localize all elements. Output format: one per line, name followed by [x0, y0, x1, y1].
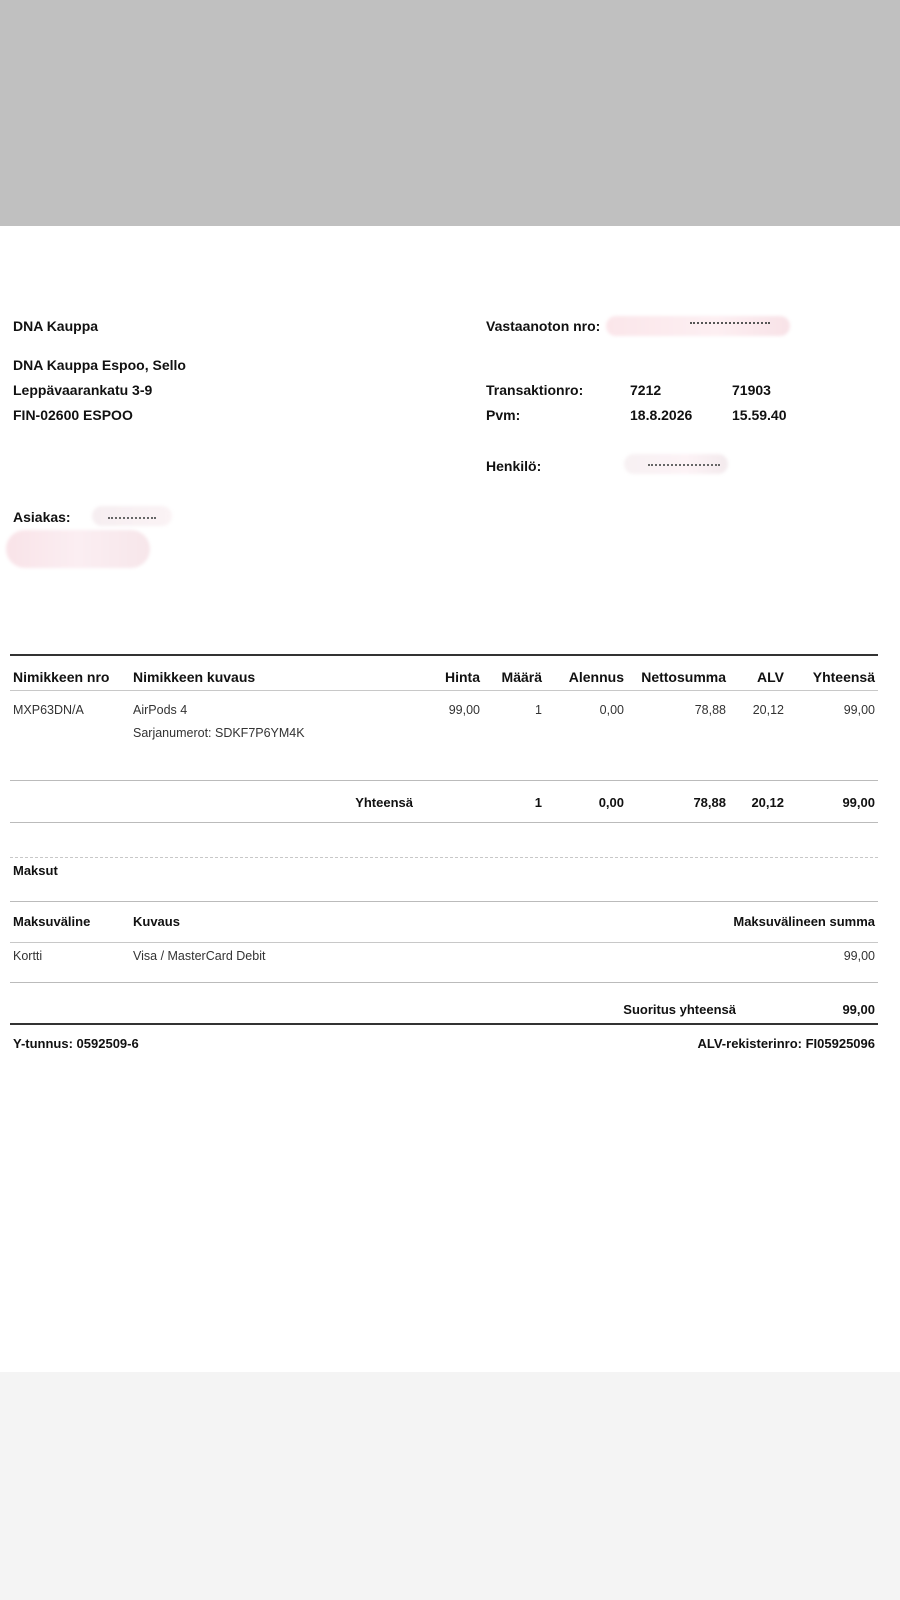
item-serial-number: Sarjanumerot: SDKF7P6YM4K — [133, 726, 305, 740]
redacted-receipt-number — [606, 316, 790, 336]
item-net-sum: 78,88 — [694, 703, 726, 717]
payments-divider — [10, 857, 878, 858]
business-id: Y-tunnus: 0592509-6 — [13, 1036, 139, 1051]
totals-total: 99,00 — [842, 795, 875, 810]
header-quantity: Määrä — [501, 669, 542, 685]
payments-header-rule — [10, 942, 878, 943]
payments-header-method: Maksuväline — [13, 914, 91, 929]
vat-registration: ALV-rekisterinro: FI05925096 — [697, 1036, 875, 1051]
date-label: Pvm: — [486, 407, 521, 423]
store-name: DNA Kauppa — [13, 318, 99, 334]
item-price: 99,00 — [448, 703, 480, 717]
header-discount: Alennus — [568, 669, 624, 685]
payments-top-rule — [10, 901, 878, 902]
payment-amount: 99,00 — [843, 949, 875, 963]
header-item-number: Nimikkeen nro — [13, 669, 110, 685]
store-branch: DNA Kauppa Espoo, Sello — [13, 357, 186, 373]
redacted-customer-name — [6, 530, 150, 568]
redaction-residue-mark — [648, 464, 720, 466]
item-description: AirPods 4 — [133, 703, 188, 717]
transaction-number-b: 71903 — [732, 382, 771, 398]
totals-vat: 20,12 — [751, 795, 784, 810]
totals-discount: 0,00 — [598, 795, 624, 810]
transaction-number-a: 7212 — [630, 382, 662, 398]
footer-rule — [10, 1023, 878, 1025]
payments-header-amount: Maksuvälineen summa — [733, 914, 875, 929]
payment-total-amount: 99,00 — [842, 1002, 875, 1017]
customer-label: Asiakas: — [13, 509, 71, 525]
payments-bottom-rule — [10, 982, 878, 983]
time-value: 15.59.40 — [732, 407, 787, 423]
person-label: Henkilö: — [486, 458, 542, 474]
payment-method: Kortti — [13, 949, 43, 963]
header-total: Yhteensä — [812, 669, 875, 685]
bottom-gray-band — [0, 1372, 900, 1600]
header-vat: ALV — [757, 669, 784, 685]
store-city: FIN-02600 ESPOO — [13, 407, 133, 423]
totals-label: Yhteensä — [355, 795, 413, 810]
store-street: Leppävaarankatu 3-9 — [13, 382, 153, 398]
items-bottom-rule — [10, 780, 878, 781]
payments-header-description: Kuvaus — [133, 914, 180, 929]
item-quantity: 1 — [535, 703, 542, 717]
item-number: MXP63DN/A — [13, 703, 84, 717]
redaction-residue-mark — [108, 517, 156, 519]
top-gray-band — [0, 0, 900, 226]
header-rule — [10, 690, 878, 691]
payment-total-label: Suoritus yhteensä — [623, 1002, 736, 1017]
header-item-description: Nimikkeen kuvaus — [133, 669, 256, 685]
header-price: Hinta — [445, 669, 480, 685]
transaction-label: Transaktionro: — [486, 382, 584, 398]
receipt-sheet — [0, 226, 900, 1372]
payment-description: Visa / MasterCard Debit — [133, 949, 266, 963]
header-net-sum: Nettosumma — [641, 669, 726, 685]
item-total: 99,00 — [843, 703, 875, 717]
totals-bottom-rule — [10, 822, 878, 823]
item-discount: 0,00 — [599, 703, 624, 717]
redacted-customer-id — [92, 506, 172, 526]
redaction-residue-mark — [690, 322, 770, 324]
payments-title: Maksut — [13, 863, 58, 878]
date-value: 18.8.2026 — [630, 407, 693, 423]
item-vat: 20,12 — [752, 703, 784, 717]
totals-net-sum: 78,88 — [693, 795, 726, 810]
table-top-rule — [10, 654, 878, 656]
receipt-number-label: Vastaanoton nro: — [486, 318, 601, 334]
totals-quantity: 1 — [534, 795, 542, 810]
